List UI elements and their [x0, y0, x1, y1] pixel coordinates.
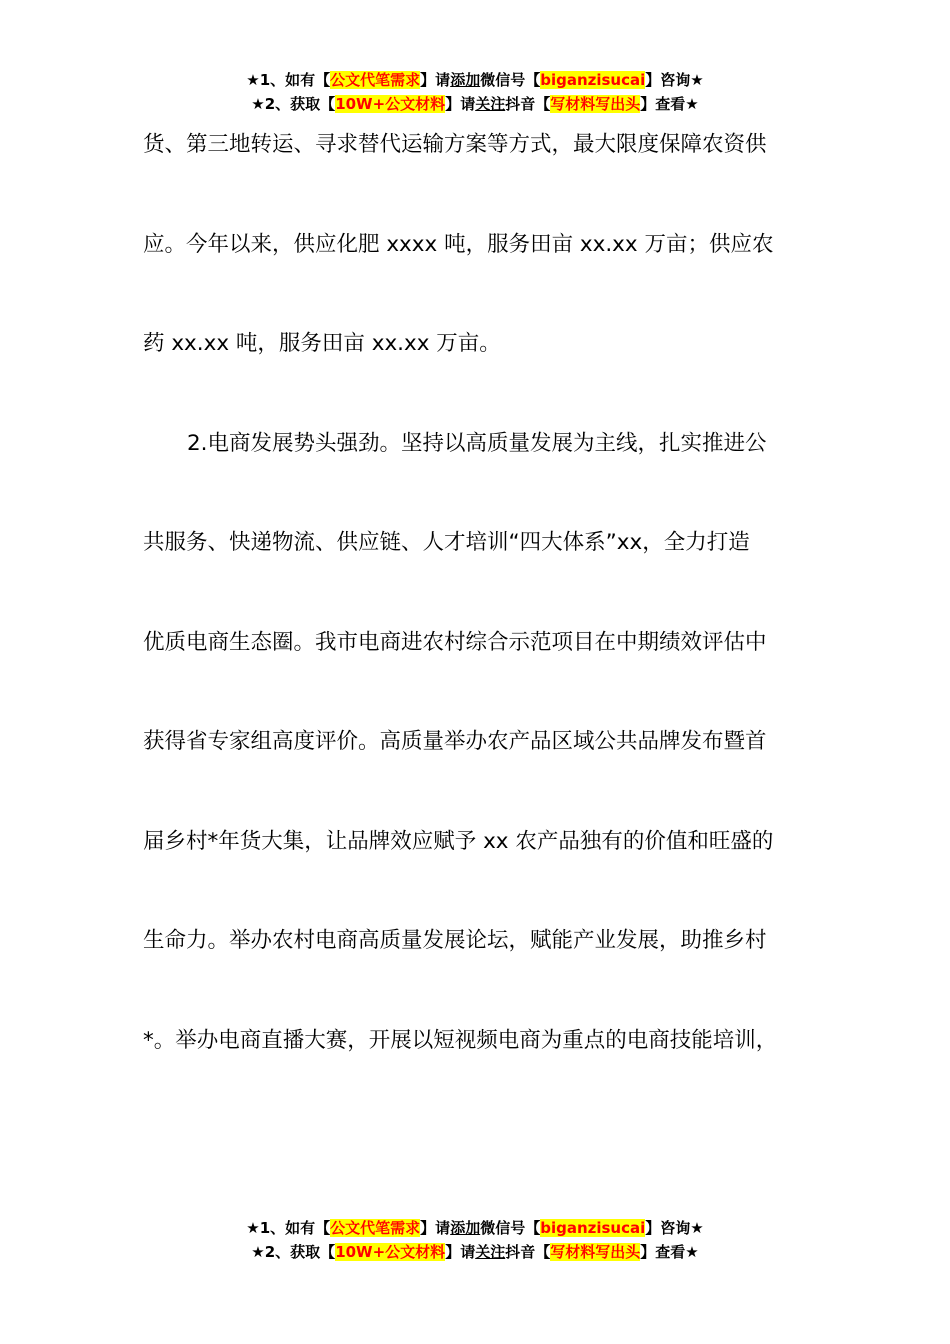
banner-highlight: biganzisucai: [540, 1219, 646, 1237]
body-line: 药 xx.xx 吨，服务田亩 xx.xx 万亩。: [143, 331, 501, 356]
body-line: 优质电商生态圈。我市电商进农村综合示范项目在中期绩效评估中: [143, 629, 767, 655]
banner-highlight: 公文代笔需求: [330, 71, 421, 89]
banner-text: 】咨询★: [645, 1219, 704, 1237]
banner-underline: 关注: [475, 1243, 506, 1261]
body-line: 届乡村*年货大集，让品牌效应赋予 xx 农产品独有的价值和旺盛的: [143, 828, 774, 854]
banner-text: ★2、获取【: [251, 1243, 336, 1261]
banner-highlight: 写材料写出头: [550, 1243, 641, 1261]
banner-text: ★2、获取【: [251, 95, 336, 113]
banner-text: 微信号【: [480, 71, 541, 89]
banner-highlight: 公文代笔需求: [330, 1219, 421, 1237]
banner-underline: 添加: [450, 1219, 481, 1237]
banner-highlight: 10W+公文材料: [335, 95, 446, 113]
banner-text: 】请: [445, 95, 476, 113]
body-line: 共服务、快递物流、供应链、人才培训“四大体系”xx，全力打造: [143, 530, 750, 555]
banner-line-2: [0, 1240, 950, 1264]
banner-highlight: 写材料写出头: [550, 95, 641, 113]
banner-text: 】请: [420, 71, 451, 89]
banner-line-2: [0, 92, 950, 116]
banner-highlight: 10W+公文材料: [335, 1243, 446, 1261]
banner-line-1: [0, 68, 950, 92]
banner-text: ★1、如有【: [246, 71, 331, 89]
document-body: [143, 120, 803, 1115]
banner-line-1: [0, 1216, 950, 1240]
banner-underline: 添加: [450, 71, 481, 89]
banner-text: 】咨询★: [645, 71, 704, 89]
body-line-paragraph-start: 2.电商发展势头强劲。坚持以高质量发展为主线，扎实推进公: [187, 430, 767, 456]
header-banner: [0, 68, 950, 116]
footer-banner: [0, 1216, 950, 1264]
banner-text: 】请: [420, 1219, 451, 1237]
banner-text: 】请: [445, 1243, 476, 1261]
body-line: 生命力。举办农村电商高质量发展论坛，赋能产业发展，助推乡村: [143, 928, 767, 953]
body-line: 货、第三地转运、寻求替代运输方案等方式，最大限度保障农资供: [143, 132, 767, 157]
banner-underline: 关注: [475, 95, 506, 113]
banner-text: 微信号【: [480, 1219, 541, 1237]
body-line: 获得省专家组高度评价。高质量举办农产品区域公共品牌发布暨首: [143, 729, 767, 754]
body-line: *。举办电商直播大赛，开展以短视频电商为重点的电商技能培训，: [143, 1027, 778, 1053]
banner-text: ★1、如有【: [246, 1219, 331, 1237]
banner-text: 】查看★: [640, 95, 699, 113]
banner-highlight: biganzisucai: [540, 71, 646, 89]
banner-text: 抖音【: [505, 95, 551, 113]
banner-text: 】查看★: [640, 1243, 699, 1261]
body-line: 应。今年以来，供应化肥 xxxx 吨，服务田亩 xx.xx 万亩；供应农: [143, 231, 774, 257]
banner-text: 抖音【: [505, 1243, 551, 1261]
